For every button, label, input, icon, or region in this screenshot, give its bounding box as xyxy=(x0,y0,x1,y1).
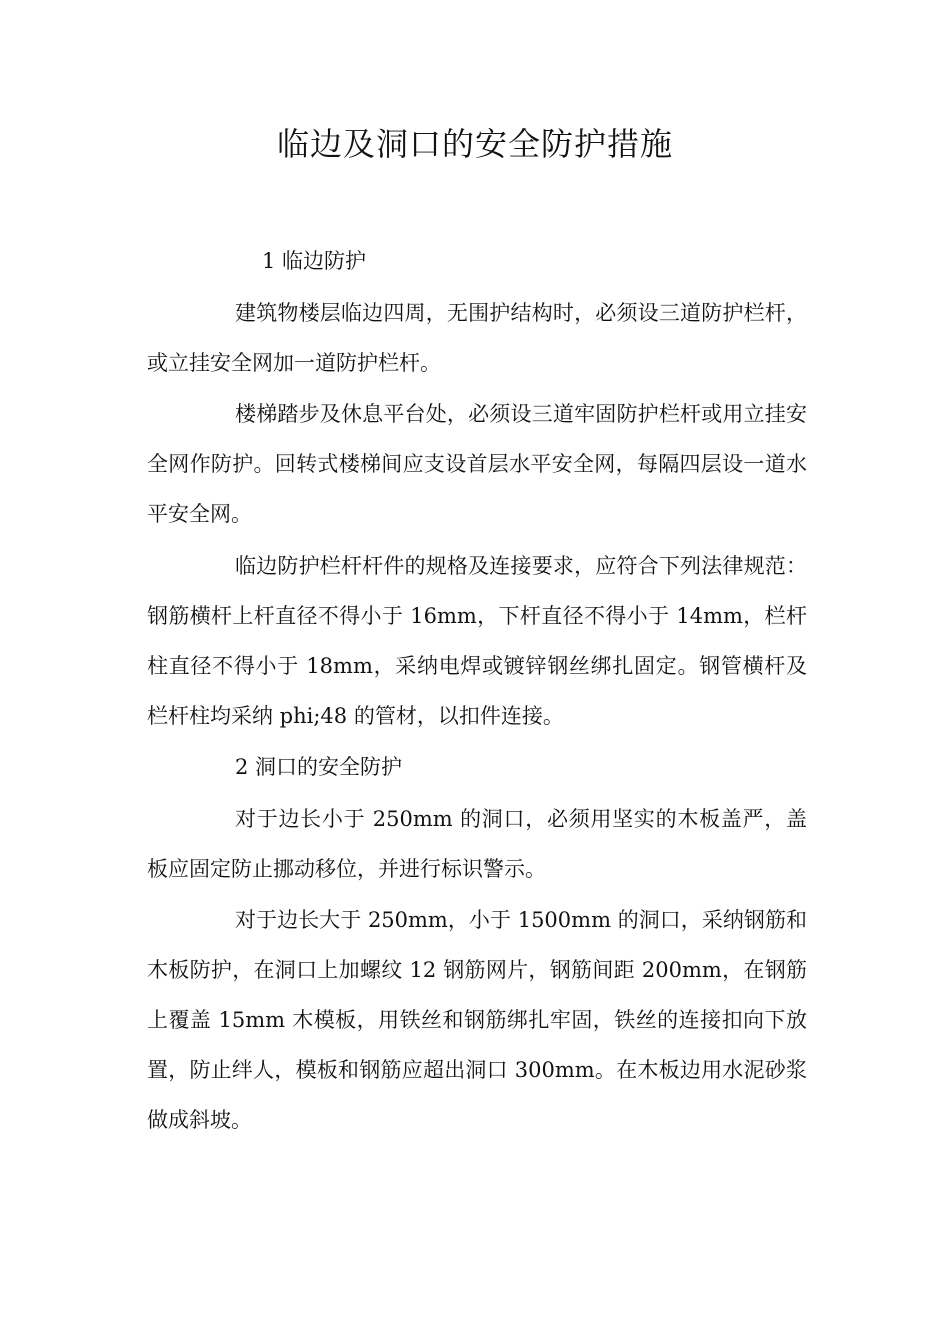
paragraph-stairs: 楼梯踏步及休息平台处，必须设三道牢固防护栏杆或用立挂安全网作防护。回转式楼梯间应支设首层水平安全网，每隔四层设一道水平安全网。 xyxy=(147,402,807,526)
section-heading-edge-protection: 1 临边防护 xyxy=(262,249,367,273)
paragraph-railing-specs: 临边防护栏杆杆件的规格及连接要求，应符合下列法律规范：钢筋横杆上杆直径不得小于 16mm，下杆直径不得小于 14mm，栏杆柱直径不得小于 18mm，采纳电焊或镀锌钢丝绑扎固定。钢管横杆及栏杆柱均采纳 phi;48 的管材，以扣件连接。 xyxy=(147,553,807,728)
paragraph-floor-edge: 建筑物楼层临边四周，无围护结构时，必须设三道防护栏杆，或立挂安全网加一道防护栏杆。 xyxy=(147,300,807,375)
section-heading-opening-protection: 2 洞口的安全防护 xyxy=(235,755,403,779)
paragraph-medium-openings: 对于边长大于 250mm，小于 1500mm 的洞口，采纳钢筋和木板防护，在洞口上加螺纹 12 钢筋网片，钢筋间距 200mm，在钢筋上覆盖 15mm 木模板，用铁丝和钢筋绑扎牢固，铁丝的连接扣向下放置，防止绊人，模板和钢筋应超出洞口 300mm。在木板边用水泥砂浆做成斜坡。 xyxy=(147,908,807,1132)
paragraph-small-openings: 对于边长小于 250mm 的洞口，必须用坚实的木板盖严，盖板应固定防止挪动移位，并进行标识警示。 xyxy=(147,806,807,881)
document-body xyxy=(147,236,807,1147)
document-title: 临边及洞口的安全防护措施 xyxy=(276,125,673,163)
